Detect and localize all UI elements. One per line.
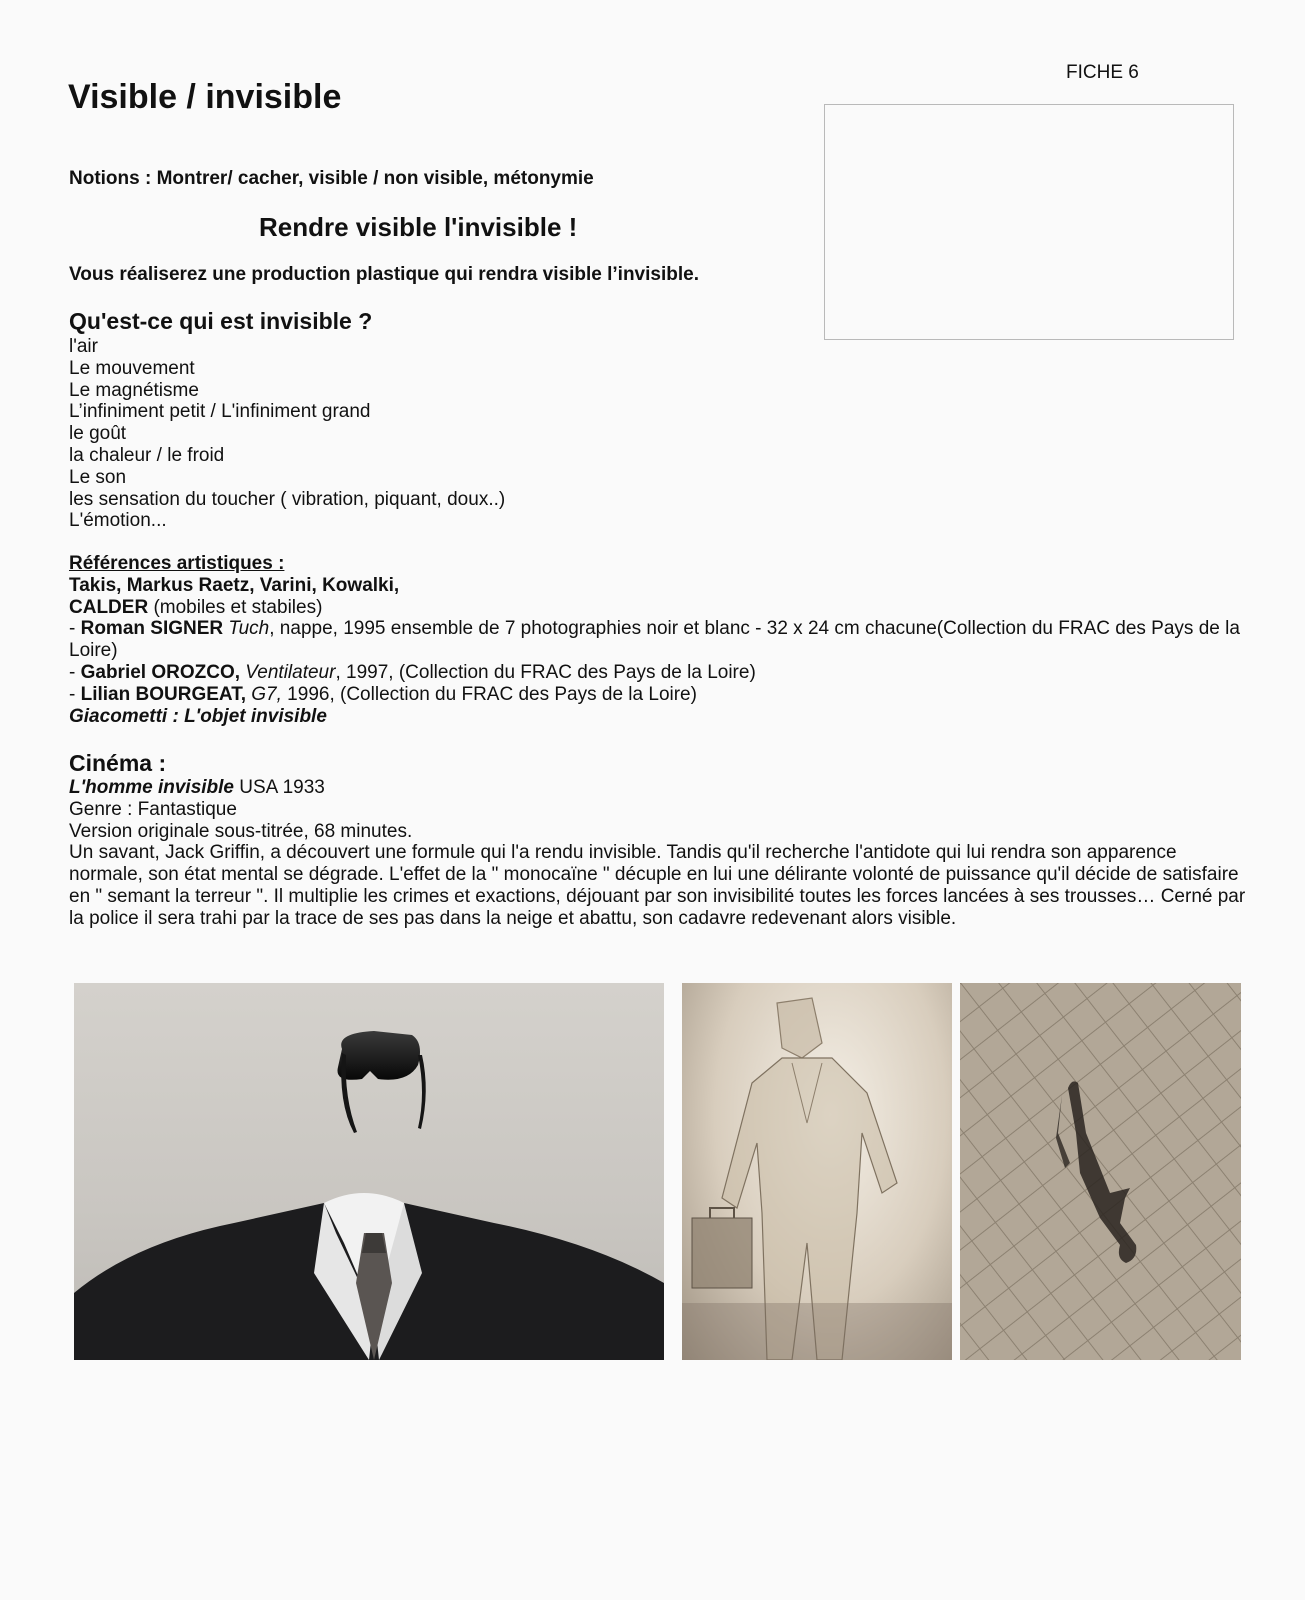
cinema-heading: Cinéma :: [69, 750, 167, 776]
film-title: L'homme invisible: [69, 777, 234, 798]
empty-frame: [824, 104, 1234, 340]
reference-orozco: [69, 662, 1249, 684]
list-item: la chaleur / le froid: [69, 444, 225, 466]
invisible-man-illustration: [74, 983, 664, 1360]
dash: -: [69, 683, 81, 705]
list-item: Le magnétisme: [69, 379, 199, 401]
cinema-section: [69, 777, 1249, 930]
reference-giacometti: Giacometti : L'objet invisible: [69, 705, 327, 727]
work-title: G7,: [246, 683, 282, 705]
dash: -: [69, 618, 81, 640]
notions-line: Notions : Montrer/ cacher, visible / non visible, métonymie: [69, 168, 594, 189]
artist-note: (mobiles et stabiles): [148, 596, 323, 618]
references-heading: Références artistiques :: [69, 553, 285, 574]
work-details: 1996, (Collection du FRAC des Pays de la Loire): [281, 683, 697, 705]
invisible-things-list: [69, 336, 1249, 532]
dash: -: [69, 661, 81, 683]
film-synopsis: Un savant, Jack Griffin, a découvert une formule qui l'a rendu invisible. Tandis qu'il recherche l'antidote qui lui rendra son apparence normale, son état mental se dégrade. L'effet de la " monocaïne " décuple en lui une délirante volonté de puissance qu'il décide de satisfaire en " semant la terreur ". Il multiplie les crimes et exactions, déjouant par son invisibilité toutes les forces lancées à ses trousses… Cerné par la police il sera trahi par la trace de ses pas dans la neige et abattu, son cadavre redevenant alors visible.: [69, 842, 1246, 929]
invisible-man-photo: [74, 983, 664, 1360]
list-item: L'émotion...: [69, 510, 167, 532]
work-title: Ventilateur: [240, 661, 336, 683]
artist-name: Roman SIGNER: [80, 618, 224, 640]
references-section: [69, 553, 1249, 727]
list-item: Le son: [69, 466, 127, 488]
reference-bourgeat: [69, 684, 1249, 706]
film-version: Version originale sous-titrée, 68 minutes.: [69, 820, 413, 842]
shadow-on-tiles-illustration: [960, 983, 1241, 1360]
work-details: , 1997, (Collection du FRAC des Pays de la Loire): [335, 661, 756, 683]
artist-name: CALDER: [69, 596, 149, 618]
work-title: Tuch: [223, 618, 270, 640]
transparent-suit-illustration: [682, 983, 952, 1360]
list-item: le goût: [69, 423, 127, 445]
question-heading: Qu'est-ce qui est invisible ?: [69, 308, 373, 334]
list-item: Le mouvement: [69, 357, 195, 379]
fiche-number: FICHE 6: [1066, 62, 1139, 83]
work-details: , nappe, 1995 ensemble de 7 photographies noir et blanc - 32 x 24 cm chacune(Collection du FRAC des Pays de la Loire): [69, 618, 1240, 662]
artist-name: Gabriel OROZCO,: [80, 661, 241, 683]
film-line: [69, 777, 1249, 799]
artists-line: Takis, Markus Raetz, Varini, Kowalki,: [69, 574, 400, 596]
film-genre: Genre : Fantastique: [69, 798, 237, 820]
subtitle: Rendre visible l'invisible !: [259, 212, 578, 242]
list-item: les sensation du toucher ( vibration, piquant, doux..): [69, 488, 506, 510]
list-item: l'air: [69, 336, 98, 357]
artist-name: Lilian BOURGEAT,: [80, 683, 246, 705]
task-instruction: Vous réaliserez une production plastique qui rendra visible l’invisible.: [69, 264, 699, 285]
film-origin: USA 1933: [234, 777, 325, 798]
list-item: L’infiniment petit / L'infiniment grand: [69, 401, 371, 423]
page-title: Visible / invisible: [68, 78, 342, 116]
shadow-on-tiles-photo: [960, 983, 1241, 1360]
transparent-suit-photo: [682, 983, 952, 1360]
calder-line: [69, 597, 1249, 619]
reference-signer: [69, 618, 1249, 662]
